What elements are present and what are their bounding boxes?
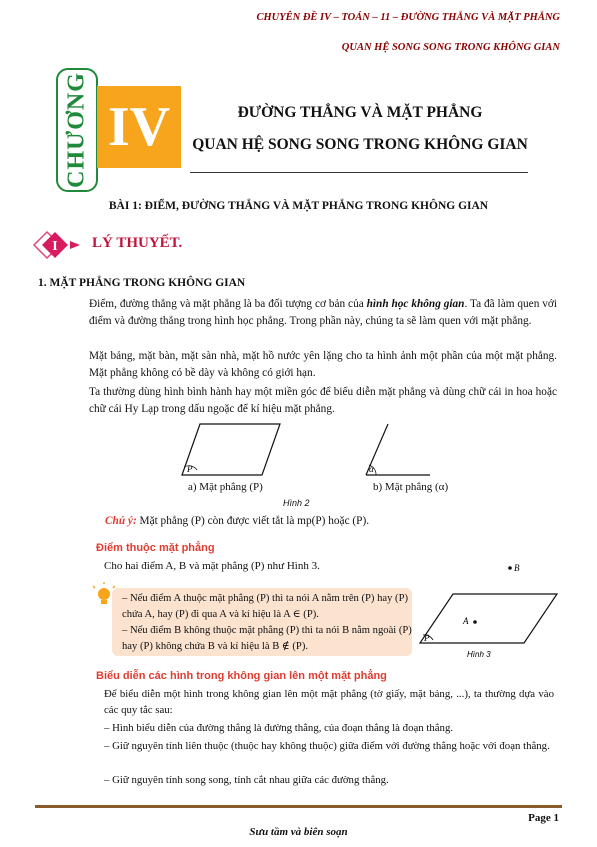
figure3-label-b: B: [514, 563, 520, 573]
paragraph-3: Ta thường dùng hình bình hành hay một miền góc để biểu diễn mặt phẳng và dùng chữ cái in hoa hoặc chữ cái Hy Lạp trong dấu ngoặc để kí hiệu mặt phẳng.: [89, 386, 557, 415]
point-section-title: Điểm thuộc mặt phẳng: [96, 542, 215, 554]
figure2-caption-b: b) Mặt phẳng (α): [373, 481, 449, 493]
diamond-icon: [30, 228, 90, 262]
repr-rule-2: – Giữ nguyên tính liên thuộc (thuộc hay không thuộc) giữa điểm với đường thẳng hoặc với đoạn thẳng.: [104, 740, 550, 752]
figure2-caption-a: a) Mặt phẳng (P): [188, 481, 263, 493]
figure3-label-p: P: [424, 633, 430, 643]
figure3-label-a: A: [463, 616, 469, 626]
parallelogram-plane-p-fig3: [420, 594, 557, 643]
repr-rule-1: – Hình biểu diễn của đường thẳng là đường thẳng, của đoạn thẳng là đoạn thẳng.: [104, 722, 454, 734]
chapter-title-1: ĐƯỜNG THẲNG VÀ MẶT PHẲNG: [237, 104, 483, 121]
lesson-title: BÀI 1: ĐIỂM, ĐƯỜNG THẲNG VÀ MẶT PHẲNG TRONG KHÔNG GIAN: [108, 200, 489, 212]
lightbulb-icon: [92, 582, 116, 612]
repr-rule-3: – Giữ nguyên tính song song, tính cắt nhau giữa các đường thẳng.: [104, 774, 389, 786]
figure-3: [415, 560, 565, 660]
chapter-number: IV: [97, 86, 181, 168]
point-b: [508, 566, 512, 570]
paragraph-2: Mặt bảng, mặt bàn, mặt sàn nhà, mặt hồ nước yên lặng cho ta hình ảnh một phần của một mặt phẳng. Mặt phẳng không có bề dày và không có giới hạn.: [89, 350, 557, 379]
chapter-divider: [190, 172, 528, 173]
parallelogram-plane-p: [182, 424, 280, 475]
footer-divider: [35, 805, 562, 808]
figure-2: [170, 420, 430, 482]
figure3-title: Hình 3: [467, 650, 491, 659]
section-roman: I: [52, 239, 58, 254]
repr-section-title: Biểu diễn các hình trong không gian lên một mặt phẳng: [96, 670, 387, 682]
paragraph-1: Điểm, đường thẳng và mặt phẳng là ba đối tượng cơ bản của hình học không gian. Ta đã làm quen với điểm và đường thẳng trong hình học phẳng. Trong phần này, chúng ta sẽ làm quen với mặt phẳng.: [89, 298, 557, 327]
page-number: Page 1: [528, 812, 559, 824]
footer-credit: Sưu tầm và biên soạn: [249, 826, 348, 838]
bullet-2: – Nếu điểm B không thuộc mặt phẳng (P) thì ta nói B nằm ngoài (P) hay (P) không chứa B và kí hiệu là B ∉ (P).: [122, 625, 412, 652]
heading-1: 1. MẶT PHẲNG TRONG KHÔNG GIAN: [38, 277, 246, 289]
point-a: [473, 620, 477, 624]
chapter-word: CHƯƠNG: [63, 72, 90, 188]
chapter-label-box: [56, 68, 98, 192]
repr-intro: Để biểu diễn một hình trong không gian lên một mặt phẳng (tờ giấy, mặt bảng, ...), ta thường dựa vào các quy tắc sau:: [104, 688, 554, 716]
header-line-1: CHUYÊN ĐỀ IV – TOÁN – 11 – ĐƯỜNG THẲNG VÀ MẶT PHẲNG: [256, 12, 560, 23]
chapter-title-2: QUAN HỆ SONG SONG TRONG KHÔNG GIAN: [192, 136, 528, 153]
bullet-1: – Nếu điểm A thuộc mặt phẳng (P) thì ta nói A nằm trên (P) hay (P) chứa A, hay (P) đi qua A và kí hiệu là A ∈ (P).: [122, 593, 408, 620]
figure2-title: Hình 2: [283, 498, 310, 508]
figure2-label-alpha: α: [369, 464, 374, 474]
section-title: LÝ THUYẾT.: [92, 235, 183, 251]
note: Chú ý: Mặt phẳng (P) còn được viết tắt là mp(P) hoặc (P).: [105, 515, 370, 527]
figure2-label-p: P: [187, 464, 193, 474]
point-section-intro: Cho hai điểm A, B và mặt phẳng (P) như Hình 3.: [104, 560, 320, 572]
header-line-2: QUAN HỆ SONG SONG TRONG KHÔNG GIAN: [341, 42, 560, 53]
